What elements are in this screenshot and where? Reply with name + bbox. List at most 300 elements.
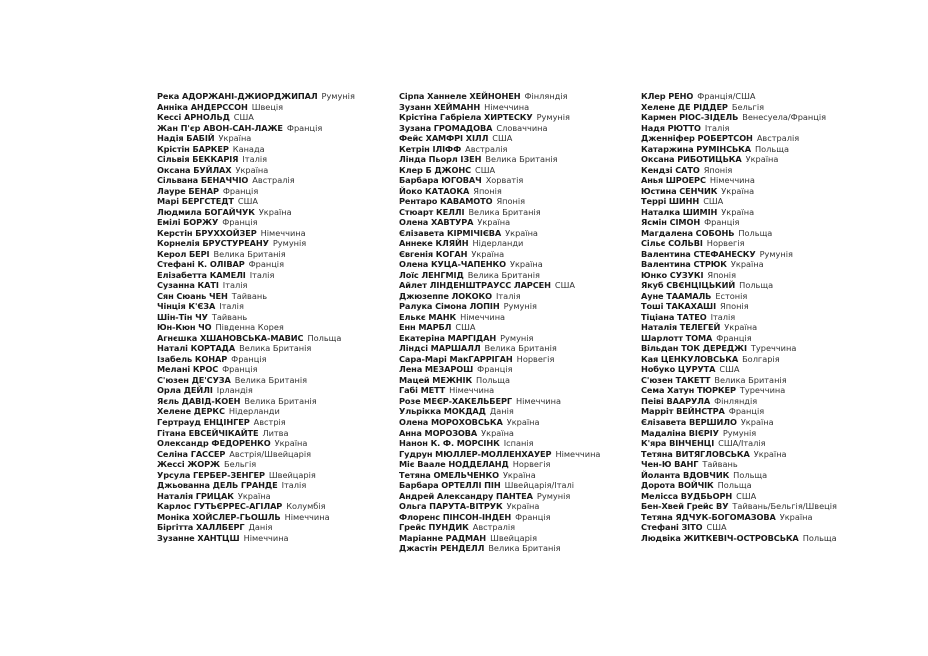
list-item [157,270,355,281]
list-item [641,259,837,270]
list-item [641,217,837,228]
person-name: Джастін РЕНДЕЛЛ [399,543,485,554]
person-country: Данія [489,406,514,417]
person-country: Італія [242,154,268,165]
person-country: Туреччина [750,343,797,354]
person-country: Естонія [715,290,748,301]
person-country: Тайвань [231,290,268,301]
person-country: Польща [802,532,837,543]
person-country: Велика Британія [467,269,540,280]
person-country: Україна [724,322,758,333]
list-item [157,249,355,260]
list-item [157,438,355,449]
person-name: Сян Сюань ЧЕН [157,290,228,301]
list-item [641,459,837,470]
person-country: Велика Британія [714,374,787,385]
list-item [157,196,355,207]
list-item [157,312,355,323]
person-country: Франція [222,185,259,196]
person-country: Німеччина [284,511,330,522]
list-item [157,396,355,407]
person-name: Барбара ЮГОВАЧ [399,175,482,186]
person-name: Ліндсі МАРШАЛЛ [399,343,481,354]
list-item [641,491,837,502]
list-item [399,123,600,134]
person-name: Лоїс ЛЕНГМІД [399,269,464,280]
person-name: Єлізавета КІРМІЧІЄВА [399,227,502,238]
person-name: Барбара ОРТЕЛЛІ ПІН [399,480,501,491]
person-name: Стефані К. ОЛІВАР [157,259,245,270]
list-item [641,333,837,344]
list-item [399,396,600,407]
person-country: Німеччина [484,101,530,112]
person-name: Мелісса ВУДБЬОРН [641,490,733,501]
list-item [641,364,837,375]
person-name: Кая ЦЕНКУЛОВСЬКА [641,353,739,364]
list-item [641,406,837,417]
person-country: Іспанія [503,438,534,449]
list-item [157,102,355,113]
person-name: Сільє СОЛЬВІ [641,238,703,249]
person-name: Міє Ваале НОДДЕЛАНД [399,459,509,470]
person-country: Данія [248,522,273,533]
person-name: Елізабетта КАМЕЛІ [157,269,246,280]
list-item [641,207,837,218]
person-country: Японія [707,269,736,280]
list-item [157,238,355,249]
person-name: Крістін БАРКЕР [157,143,229,154]
person-name: Яєль ДАВІД-КОЕН [157,395,241,406]
person-name: Зузанн ХЕЙМАНН [399,101,481,112]
list-item [399,238,600,249]
person-country: Австралія [465,143,508,154]
person-name: Валентина СТРЮК [641,259,727,270]
person-country: Велика Британія [468,206,541,217]
person-country: Польща [717,480,752,491]
person-country: Велика Британія [244,395,317,406]
list-item [157,291,355,302]
person-name: Ясмін СІМОН [641,217,701,228]
list-item [399,259,600,270]
person-country: Італія [222,280,248,291]
person-country: Італія [281,480,307,491]
list-item [641,133,837,144]
person-country: Німеччина [449,385,495,396]
list-item [641,301,837,312]
list-item [641,123,837,134]
person-country: Велика Британія [488,543,561,554]
person-country: Україна [505,227,538,238]
person-name: Олександр ФЕДОРЕНКО [157,438,271,449]
list-item [157,133,355,144]
person-country: Україна [235,164,269,175]
list-item [399,459,600,470]
person-country: Італія [704,122,730,133]
person-country: Румунія [536,112,570,123]
person-name: Агнєшка ХШАНОВСЬКА-МАВИС [157,332,304,343]
person-country: Велика Британія [213,248,286,259]
names-column-1 [157,91,355,543]
list-item [157,480,355,491]
person-name: Урсула ГЕРБЕР-ЗЕНГЕР [157,469,265,480]
person-country: Україна [753,448,787,459]
person-country: Ірландія [216,385,253,396]
person-country: США [736,490,757,501]
person-name: Сузанна КАТІ [157,280,219,291]
person-country: Польща [738,227,773,238]
list-item [157,112,355,123]
list-item [641,417,837,428]
list-item [157,364,355,375]
person-name: Нобуко ЦУРУТА [641,364,716,375]
person-name: Лінда Пьорл ІЗЕН [399,154,482,165]
person-name: Стефані ЗІТО [641,522,703,533]
list-item [157,459,355,470]
person-country: Румунія [272,238,307,249]
person-name: Ауне ТААМАЛЬ [641,290,712,301]
person-country: США [474,164,496,175]
list-item [641,354,837,365]
person-country: Велика Британія [484,343,557,354]
person-country: Тайвань [211,311,248,322]
list-item [157,322,355,333]
person-country: Південна Корея [215,322,284,333]
list-item [641,533,837,544]
person-country: Румунія [503,301,537,312]
person-country: Норвегія [516,353,555,364]
person-name: Пеіві ВААРУЛА [641,395,711,406]
person-name: Юнко СУЗУКІ [641,269,704,280]
person-name: Кармен РІОС-ЗІДЕЛЬ [641,112,739,123]
person-country: США [237,196,258,207]
list-item [641,428,837,439]
person-name: Маріанне РАДМАН [399,532,487,543]
list-item [641,270,837,281]
person-name: Мадаліна ВІЄРІУ [641,427,719,438]
person-country: Франція [248,259,284,270]
list-item [157,501,355,512]
person-country: Україна [721,206,755,217]
person-name: Сара-Марі МакГАРРІГАН [399,353,513,364]
person-country: Велика Британія [485,154,558,165]
list-item [641,343,837,354]
person-country: Україна [730,259,764,270]
list-item [399,144,600,155]
person-name: Лена МЕЗАРОШ [399,364,474,375]
list-item [641,480,837,491]
person-country: Австралія [756,133,800,144]
list-item [399,228,600,239]
list-item [157,406,355,417]
person-country: Україна [506,501,540,512]
person-country: Україна [745,154,779,165]
list-item [399,512,600,523]
list-item [399,175,600,186]
person-name: Надя РЮТТО [641,122,701,133]
person-country: США [492,133,513,144]
list-item [399,291,600,302]
list-item [641,186,837,197]
person-country: Румунія [536,490,571,501]
person-country: Німеччина [243,532,289,543]
list-item [157,375,355,386]
person-name: Крістіна Габріела ХИРТЕСКУ [399,112,533,123]
person-name: Оксана РИБОТИЦЬКА [641,154,742,165]
list-item [399,112,600,123]
list-item [399,322,600,333]
person-country: Німеччина [515,395,561,406]
person-name: Олена КУЦА-ЧАПЕНКО [399,259,506,270]
person-name: Орла ДЕЙЛІ [157,385,213,396]
list-item [157,207,355,218]
person-name: Гітана ЕВСЕЙЧІКАЙТЕ [157,427,259,438]
person-country: Норвегія [706,238,745,249]
person-country: Австралія [472,522,516,533]
person-country: США/Італія [718,438,766,449]
list-item [641,449,837,460]
person-country: США [455,322,476,333]
person-name: Сільвія БЕККАРІЯ [157,154,239,165]
person-country: Україна [218,133,252,144]
person-name: Кендзі САТО [641,164,700,175]
list-item [641,322,837,333]
list-item [157,301,355,312]
person-country: Франція [222,217,258,228]
person-country: Румунія [759,248,793,259]
person-country: США [719,364,740,375]
person-name: Фейс ХАМФРІ ХІЛЛ [399,133,489,144]
person-name: Тоші ТАКАХАШІ [641,301,717,312]
person-name: Ізабель КОНАР [157,353,228,364]
person-name: Магдалена СОБОНЬ [641,227,735,238]
person-name: Нанон К. Ф. МОРСІНК [399,438,500,449]
person-name: Марріт ВЕЙНСТРА [641,406,725,417]
person-name: Стюарт КЕЛЛІ [399,206,465,217]
list-item [157,217,355,228]
person-country: Канада [232,143,265,154]
person-name: Катаржина РУМІНСЬКА [641,143,752,154]
person-country: Італія [249,269,275,280]
list-item [641,385,837,396]
person-name: С'юзен ТАКЕТТ [641,374,711,385]
person-name: Сільвана БЕНАЧЧІО [157,175,249,186]
person-name: Хелене ДЕ РІДДЕР [641,101,728,112]
list-item [157,417,355,428]
list-item [399,364,600,375]
list-item [641,280,837,291]
person-name: Хелене ДЕРКС [157,406,225,417]
person-name: КЛер РЕНО [641,91,694,101]
person-country: Литва [262,427,289,438]
person-country: Румунія [500,332,534,343]
list-item [641,228,837,239]
list-item [641,501,837,512]
person-country: Австралія [252,175,295,186]
person-name: Тіціана ТАТЕО [641,311,707,322]
list-item [641,165,837,176]
person-name: Шін-Тін ЧУ [157,311,208,322]
person-name: Йоко КАТАОКА [399,185,470,196]
list-item [641,375,837,386]
list-item [399,333,600,344]
list-item [641,522,837,533]
person-name: Джьованна ДЕЛЬ ГРАНДЕ [157,480,278,491]
list-item [157,228,355,239]
person-country: Австрія/Швейцарія [229,448,312,459]
list-item [157,533,355,544]
list-item [157,522,355,533]
person-name: Мелані КРОС [157,364,219,375]
person-name: К'яра ВІНЧЕНЦІ [641,438,715,449]
person-country: Україна [237,490,271,501]
list-item [157,343,355,354]
person-country: Колумбія [286,501,326,512]
person-name: Йоланта ВДОВЧИК [641,469,730,480]
list-item [641,291,837,302]
person-country: Україна [502,469,536,480]
list-item [157,512,355,523]
person-name: Ралука Сімона ЛОПІН [399,301,500,312]
person-name: Террі ШИНН [641,196,700,207]
list-item [399,165,600,176]
person-country: Польща [739,280,774,291]
person-name: Чен-Ю ВАНГ [641,459,699,470]
person-country: Франція [728,406,765,417]
person-name: Наталія ТЕЛЕГЕЙ [641,322,721,333]
person-name: Тетяна ОМЕЛЬЧЕНКО [399,469,499,480]
person-name: Грейс ПУНДИК [399,522,469,533]
person-name: Кетрін ІЛІФФ [399,143,462,154]
person-name: Наталка ШИМІН [641,206,718,217]
person-name: Тетяна ЯДЧУК-БОГОМАЗОВА [641,511,776,522]
person-name: Тетяна ВИТЯГЛОВСЬКА [641,448,750,459]
person-name: Клер Б ДЖОНС [399,164,471,175]
list-item [157,385,355,396]
person-name: Олена ХАВТУРА [399,217,474,228]
list-item [399,207,600,218]
list-item [157,491,355,502]
person-name: Гертрауд ЕНЦІНГЕР [157,416,250,427]
list-item [641,102,837,113]
person-country: Норвегія [512,459,551,470]
person-country: Румунія [321,91,355,101]
person-country: Німеччина [260,227,306,238]
person-country: Швейцарія/Італі [504,480,574,491]
list-item [399,312,600,323]
person-country: Франція [515,511,551,522]
person-name: Анна МОРОЗОВА [399,427,478,438]
list-item [399,102,600,113]
person-country: Японія [473,185,502,196]
list-item [399,438,600,449]
person-country: Хорватія [485,175,524,186]
names-column-2 [399,91,600,554]
person-country: Нідерланди [228,406,280,417]
person-country: США [706,522,727,533]
list-item [399,406,600,417]
list-item [641,175,837,186]
list-item [399,196,600,207]
list-item [399,91,600,102]
list-item [157,333,355,344]
person-country: Німеччина [555,448,601,459]
person-name: Моніка ХОЙСЛЕР-ГЬОШЛЬ [157,511,281,522]
person-country: Швейцарія [268,469,316,480]
person-country: Румунія [722,427,757,438]
person-country: Франція/США [697,91,756,101]
person-country: Швейцарія [490,532,537,543]
list-item [399,501,600,512]
person-country: Фінляндія [714,395,758,406]
person-name: Керстін БРУХХОЙЗЕР [157,227,257,238]
list-item [399,301,600,312]
person-country: Фінляндія [524,91,568,101]
person-country: Нідерланди [472,238,524,249]
person-country: Франція [222,364,258,375]
person-country: Японія [720,301,749,312]
list-item [399,343,600,354]
person-country: Україна [477,217,511,228]
person-name: Людвіка ЖИТКЕВІЧ-ОСТРОВСЬКА [641,532,799,543]
list-item [157,165,355,176]
person-name: Габі МЕТТ [399,385,446,396]
list-item [157,186,355,197]
list-item [157,154,355,165]
person-name: Флоренс ПІНСОН-ІНДЕН [399,511,512,522]
person-name: Наталія ГРИЦАК [157,490,234,501]
list-item [399,417,600,428]
list-item [641,249,837,260]
person-country: Болгарія [742,353,780,364]
person-name: Олена МОРОХОВСЬКА [399,416,503,427]
list-item [157,280,355,291]
list-item [399,133,600,144]
person-name: Дженніфер РОБЕРТСОН [641,133,753,144]
list-item [399,354,600,365]
list-item [399,375,600,386]
list-item [399,385,600,396]
person-name: Бен-Хвей Грейс ВУ [641,501,729,512]
list-item [399,533,600,544]
person-country: Польща [755,143,789,154]
person-name: Біргітта ХАЛЛБЕРГ [157,522,245,533]
person-country: Франція [704,217,740,228]
list-item [157,470,355,481]
person-country: Бельгія [223,459,257,470]
person-name: Лауре БЕНАР [157,185,219,196]
list-item [399,217,600,228]
list-item [157,428,355,439]
person-name: Шарлотт ТОМА [641,332,713,343]
person-country: Франція [477,364,513,375]
person-name: Євгенія КОГАН [399,248,468,259]
list-item [399,249,600,260]
person-country: США [703,196,724,207]
person-country: Італія [710,311,736,322]
person-name: Керол БЕРІ [157,248,210,259]
person-name: Андрей Александру ПАНТЕА [399,490,533,501]
person-country: Україна [274,438,308,449]
person-country: Тайвань/Бельгія/Швеція [732,501,837,512]
list-item [399,543,600,554]
person-name: Река АДОРЖАНІ-ДЖИОРДЖИПАЛ [157,91,318,101]
list-item [399,154,600,165]
list-item [399,449,600,460]
person-name: Ольга ПАРУТА-ВІТРУК [399,501,503,512]
person-name: Джюзеппе ЛОКОКО [399,290,492,301]
person-country: США [233,112,254,123]
person-name: Анья ШРОЕРС [641,175,706,186]
